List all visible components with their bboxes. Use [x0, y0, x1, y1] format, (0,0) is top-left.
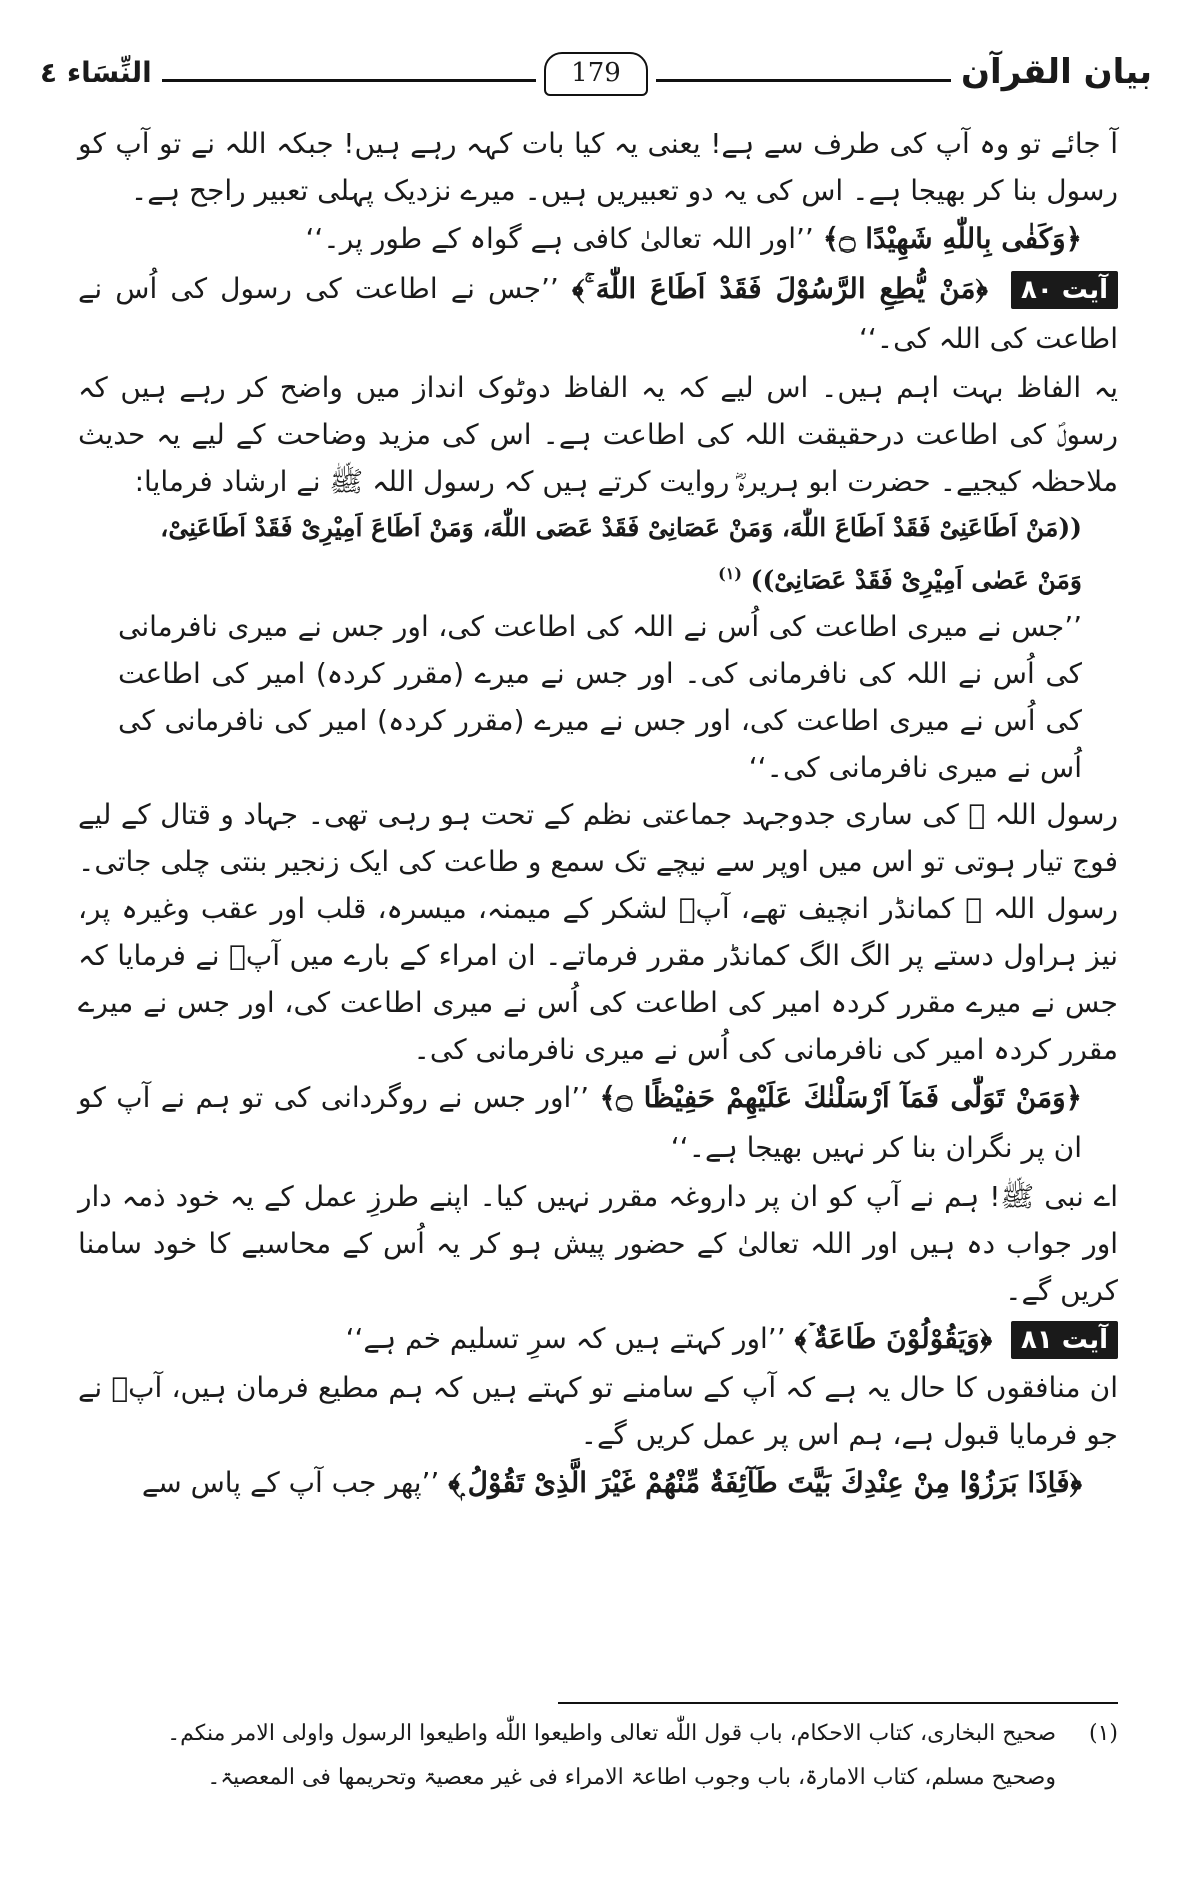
- ayah-translation: ’’اور کہتے ہیں کہ سرِ تسلیم خم ہے‘‘: [345, 1322, 786, 1356]
- page-number-ornament: [536, 46, 656, 102]
- ayah-translation: ’’اور اللہ تعالیٰ کافی ہے گواہ کے طور پر۔‘‘: [305, 222, 814, 255]
- paragraph: آ جائے تو وہ آپ کی طرف سے ہے! یعنی یہ کیا بات کہہ رہے ہیں! جبکہ اللہ نے تو آپ کو رسول بنا کر بھیجا ہے۔ اس کی یہ دو تعبیریں ہیں۔ میرے نزدیک پہلی تعبیر راجح ہے۔: [78, 127, 1118, 207]
- ayah-arabic: ﴿مَنْ يُّطِعِ الرَّسُوْلَ فَقَدْ اَطَاعَ اللّٰهَ ۚ﴾: [571, 272, 988, 305]
- ayat-number-badge: آیت ۸۰: [1011, 271, 1118, 309]
- main-text: [78, 120, 1118, 1508]
- footnote-1-cont: وصحیح مسلم، کتاب الامارۃ، باب وجوب اطاعۃ الامراء فی غیر معصیۃ وتحریمھا فی المعصیۃ۔: [207, 1765, 1056, 1790]
- paragraph: ان منافقوں کا حال یہ ہے کہ آپ کے سامنے تو کہتے ہیں کہ ہم مطیع فرمان ہیں، آپؐ نے جو فرمایا قبول ہے، ہم اس پر عمل کریں گے۔: [78, 1371, 1118, 1452]
- running-header: [40, 46, 1152, 106]
- footnote-number: (۱): [1088, 1721, 1118, 1746]
- ayah-81: [78, 1314, 1118, 1364]
- ayat-number-badge: آیت ۸۱: [1011, 1321, 1118, 1359]
- ayah-80b: [78, 1073, 1118, 1173]
- hadith-translation: ’’جس نے میری اطاعت کی اُس نے اللہ کی اطاعت کی، اور جس نے میری نافرمانی کی اُس نے اللہ کی نافرمانی کی۔ اور جس نے میرے (مقرر کردہ) امیر کی اطاعت کی اُس نے میری اطاعت کی، اور جس نے میرے (مقرر کردہ) امیر کی نافرمانی کی اُس نے میری نافرمانی کی۔‘‘: [118, 610, 1082, 785]
- ayah-translation: ’’جس نے اطاعت کی رسول کی اُس نے اطاعت کی اللہ کی۔‘‘: [78, 272, 1118, 355]
- footnote-marker[interactable]: (۱): [718, 564, 742, 583]
- page-number: 179: [571, 58, 621, 88]
- paragraph: یہ الفاظ بہت اہم ہیں۔ اس لیے کہ یہ الفاظ دوٹوک انداز میں واضح کر رہے ہیں کہ رسولؐ کی اطاعت درحقیقت اللہ کی اطاعت ہے۔ اس کی مزید وضاحت کے لیے یہ حدیث ملاحظہ کیجیے۔ حضرت ابو ہریرہؓ روایت کرتے ہیں کہ رسول اللہ ﷺ نے ارشاد فرمایا:: [78, 371, 1118, 498]
- hadith-arabic-end: وَمَنْ عَصٰى اَمِیْرِیْ فَقَدْ عَصَانِیْ)): [750, 565, 1082, 595]
- book-title: بیان القرآن: [951, 52, 1152, 92]
- ayah-arabic: ﴿وَكَفٰى بِاللّٰهِ شَهِيْدًا ۝﴾: [822, 222, 1082, 255]
- paragraph: اے نبی ﷺ! ہم نے آپ کو ان پر داروغہ مقرر نہیں کیا۔ اپنے طرزِ عمل کے یہ خود ذمہ دار اور جواب دہ ہیں اور اللہ تعالیٰ کے حضور پیش ہو کر یہ اُس کے محاسبے کا خود سامنا کریں گے۔: [78, 1180, 1118, 1308]
- ayah-arabic: ﴿فَاِذَا بَرَزُوْا مِنْ عِنْدِكَ بَيَّتَ طَآئِفَةٌ مِّنْهُمْ غَيْرَ الَّذِیْ تَقُوْلُ ۭ﴾: [448, 1466, 1082, 1500]
- ayah-79: [78, 214, 1118, 264]
- footnote-rule: [558, 1702, 1118, 1704]
- footnote-1: [120, 1712, 1118, 1756]
- hadith-arabic: ((مَنْ اَطَاعَنِیْ فَقَدْ اَطَاعَ اللّٰهَ، وَمَنْ عَصَانِیْ فَقَدْ عَصَى اللّٰهَ، وَمَنْ اَطَاعَ اَمِیْرِیْ فَقَدْ اَطَاعَنِیْ،: [160, 513, 1082, 542]
- paragraph: رسول اللہ ﷺ کی ساری جدوجہد جماعتی نظم کے تحت ہو رہی تھی۔ جہاد و قتال کے لیے فوج تیار ہوتی تو اس میں اوپر سے نیچے تک سمع و طاعت کی ایک زنجیر بنتی چلی جاتی۔ رسول اللہ ﷺ کمانڈر انچیف تھے، آپؐ لشکر کے میمنہ، میسرہ، قلب اور عقب وغیرہ پر، نیز ہراول دستے پر الگ الگ کمانڈر مقرر فرماتے۔ ان امراء کے بارے میں آپؐ نے فرمایا کہ جس نے میرے مقرر کردہ امیر کی اطاعت کی اُس نے میری اطاعت کی، اور جس نے میرے مقرر کردہ امیر کی نافرمانی کی اُس نے میری نافرمانی کی۔: [78, 798, 1118, 1067]
- ayah-81b: [78, 1458, 1118, 1508]
- ayah-arabic: ﴿وَيَقُوْلُوْنَ طَاعَةٌ ۡ﴾: [794, 1322, 993, 1356]
- ayah-translation: ’’پھر جب آپ کے پاس سے: [141, 1466, 440, 1500]
- ayah-80: [78, 264, 1118, 364]
- surah-name: النِّسَاء ٤: [40, 56, 162, 89]
- ayah-arabic: ﴿وَمَنْ تَوَلّٰى فَمَآ اَرْسَلْنٰكَ عَلَيْهِمْ حَفِيْظًا ۝﴾: [599, 1081, 1082, 1115]
- ayah-translation: ’’اور جس نے روگردانی کی تو ہم نے آپ کو ان پر نگران بنا کر نہیں بھیجا ہے۔‘‘: [78, 1081, 1082, 1165]
- footnotes: [120, 1712, 1118, 1800]
- footnote-text: صحیح البخاری، کتاب الاحکام، باب قول اللّٰه تعالی واطیعوا اللّٰه واطیعوا الرسول واولی الامر منکم۔: [167, 1721, 1056, 1746]
- hadith-arabic-cont: [78, 551, 1118, 603]
